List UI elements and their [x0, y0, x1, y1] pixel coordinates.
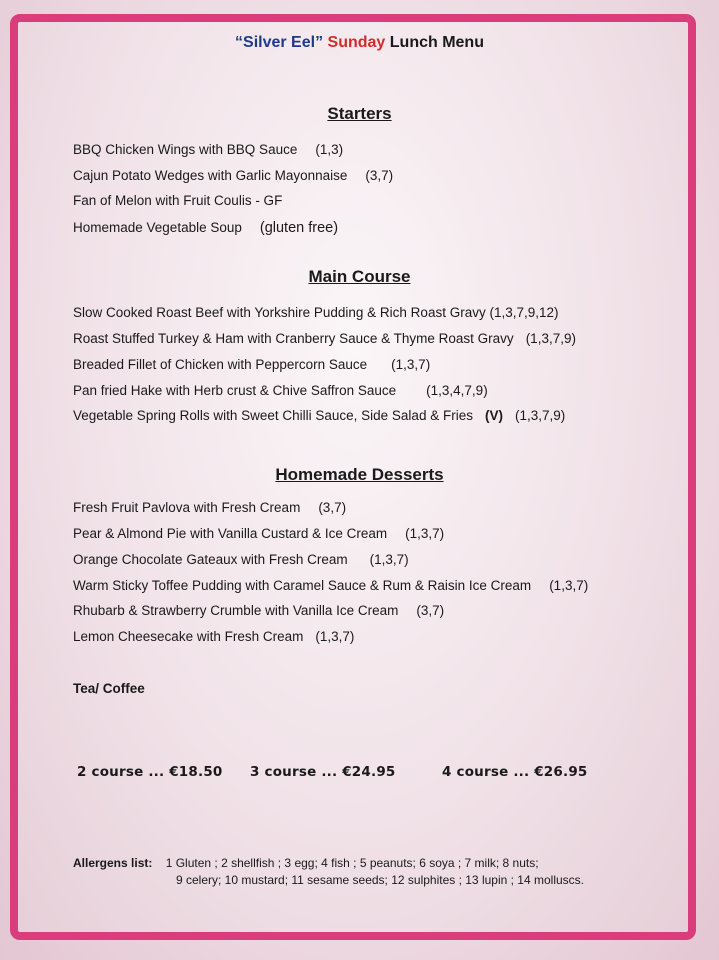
list-item [73, 305, 559, 320]
price-4-course: 4 course ... €26.95 [442, 764, 588, 780]
allergen-code: (1,3,7,9,12) [489, 305, 559, 320]
list-item [73, 500, 346, 515]
menu-title [0, 34, 719, 52]
main-course-heading: Main Course [308, 267, 411, 286]
title-menu-label: Lunch Menu [389, 34, 484, 51]
list-item [73, 357, 430, 372]
allergen-code: (1,3,7) [369, 552, 409, 567]
list-item [73, 142, 343, 157]
list-item [73, 383, 488, 398]
allergen-code: (3,7) [416, 603, 445, 618]
item-name: Roast Stuffed Turkey & Ham with Cranberry Sauce & Thyme Roast Gravy [73, 331, 514, 346]
allergen-code: (1,3,7,9) [514, 408, 566, 423]
item-name: Orange Chocolate Gateaux with Fresh Cream [73, 552, 348, 567]
title-restaurant-name: “Silver Eel” [235, 34, 324, 51]
allergen-code: (1,3,7) [405, 526, 445, 541]
desserts-heading: Homemade Desserts [275, 465, 444, 484]
vegetarian-tag: (V) [484, 408, 503, 423]
list-item [73, 193, 282, 208]
tea-coffee-label: Tea/ Coffee [73, 681, 145, 696]
list-item [73, 220, 338, 236]
allergens-line-1: Allergens list: 1 Gluten ; 2 shellfish ; 3 egg; 4 fish ; 5 peanuts; 6 soya ; 7 milk; 8 nuts; [73, 856, 539, 870]
allergen-code: (3,7) [365, 168, 394, 183]
item-name: BBQ Chicken Wings with BBQ Sauce [73, 142, 298, 157]
allergens-label: Allergens list [73, 856, 149, 870]
allergen-code: (3,7) [318, 500, 347, 515]
allergen-code: (gluten free) [259, 220, 339, 236]
item-name: Vegetable Spring Rolls with Sweet Chilli Sauce, Side Salad & Fries [73, 408, 473, 423]
item-name: Breaded Fillet of Chicken with Peppercorn Sauce [73, 357, 368, 372]
price-3-course: 3 course ... €24.95 [250, 764, 396, 780]
list-item [73, 629, 354, 644]
title-day: Sunday [327, 34, 386, 51]
allergens-list-2: 9 celery; 10 mustard; 11 sesame seeds; 12 sulphites ; 13 lupin ; 14 molluscs. [176, 873, 584, 887]
item-name: Fan of Melon with Fruit Coulis - GF [73, 193, 283, 208]
allergen-code: (1,3,7) [315, 629, 355, 644]
list-item [73, 526, 444, 541]
allergen-code: (1,3) [315, 142, 344, 157]
list-item [73, 603, 444, 618]
item-name: Lemon Cheesecake with Fresh Cream [73, 629, 304, 644]
allergen-code: (1,3,4,7,9) [426, 383, 488, 398]
item-name: Homemade Vegetable Soup [73, 220, 242, 235]
item-name: Cajun Potato Wedges with Garlic Mayonnaise [73, 168, 348, 183]
item-name: Warm Sticky Toffee Pudding with Caramel Sauce & Rum & Raisin Ice Cream [73, 578, 532, 593]
list-item [73, 331, 576, 346]
list-item [73, 552, 409, 567]
starters-heading: Starters [327, 104, 392, 123]
list-item [73, 578, 588, 593]
item-name: Pear & Almond Pie with Vanilla Custard & Ice Cream [73, 526, 388, 541]
list-item [73, 408, 565, 423]
price-2-course: 2 course ... €18.50 [77, 764, 223, 780]
allergen-code: (1,3,7) [391, 357, 431, 372]
item-name: Fresh Fruit Pavlova with Fresh Cream [73, 500, 301, 515]
item-name: Slow Cooked Roast Beef with Yorkshire Pudding & Rich Roast Gravy [73, 305, 486, 320]
allergens-list-1: 1 Gluten ; 2 shellfish ; 3 egg; 4 fish ; 5 peanuts; 6 soya ; 7 milk; 8 nuts; [165, 856, 539, 870]
allergen-code: (1,3,7) [549, 578, 589, 593]
item-name: Rhubarb & Strawberry Crumble with Vanilla Ice Cream [73, 603, 399, 618]
allergen-code: (1,3,7,9) [525, 331, 576, 346]
item-name: Pan fried Hake with Herb crust & Chive Saffron Sauce [73, 383, 397, 398]
list-item [73, 168, 393, 183]
